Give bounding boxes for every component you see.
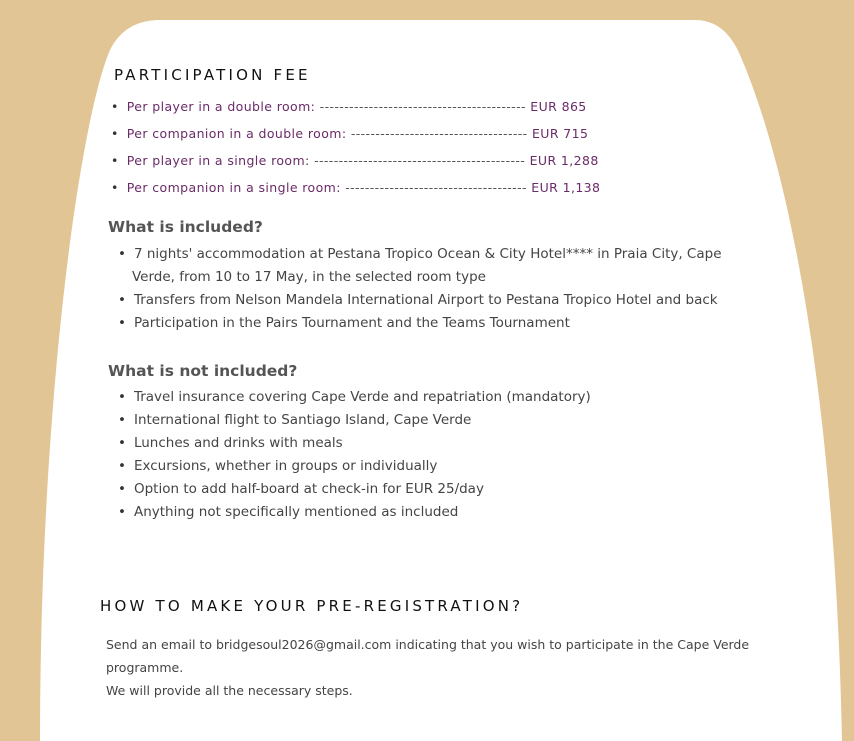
not-included-heading: What is not included? — [108, 362, 298, 380]
included-list — [118, 243, 752, 335]
fee-price: EUR 1,138 — [531, 180, 601, 195]
registration-note: We will provide all the necessary steps. — [106, 683, 353, 698]
fee-price: EUR 865 — [530, 99, 587, 114]
fee-item: • Per player in a double room: ------------------------------------------ EUR 865 — [111, 97, 600, 124]
fee-item: • Per player in a single room: ------------------------------------------- EUR 1,288 — [111, 151, 600, 178]
list-item: • Option to add half-board at check-in for EUR 25/day — [118, 478, 752, 501]
fee-price: EUR 1,288 — [529, 153, 599, 168]
registration-heading: HOW TO MAKE YOUR PRE-REGISTRATION? — [100, 597, 524, 615]
fee-item: • Per companion in a double room: ------------------------------------ EUR 715 — [111, 124, 600, 151]
list-item: • 7 nights' accommodation at Pestana Tropico Ocean & City Hotel**** in Praia City, Cape Verde, from 10 to 17 May, in the selected room type — [118, 243, 752, 289]
included-heading: What is included? — [108, 218, 263, 236]
fee-item: • Per companion in a single room: ------------------------------------- EUR 1,138 — [111, 178, 600, 205]
participation-fee-heading: PARTICIPATION FEE — [114, 66, 311, 84]
not-included-list — [118, 386, 752, 524]
list-item: • Transfers from Nelson Mandela International Airport to Pestana Tropico Hotel and back — [118, 289, 752, 312]
list-item: • International flight to Santiago Island, Cape Verde — [118, 409, 752, 432]
list-item: • Participation in the Pairs Tournament and the Teams Tournament — [118, 312, 752, 335]
list-item: • Travel insurance covering Cape Verde and repatriation (mandatory) — [118, 386, 752, 409]
list-item: • Excursions, whether in groups or individually — [118, 455, 752, 478]
registration-instructions: Send an email to bridgesoul2026@gmail.com indicating that you wish to participate in the Cape Verde programme. — [106, 637, 750, 675]
list-item: • Lunches and drinks with meals — [118, 432, 752, 455]
fee-price: EUR 715 — [531, 126, 589, 141]
fee-list — [111, 97, 600, 205]
list-item: • Anything not specifically mentioned as included — [118, 501, 752, 524]
